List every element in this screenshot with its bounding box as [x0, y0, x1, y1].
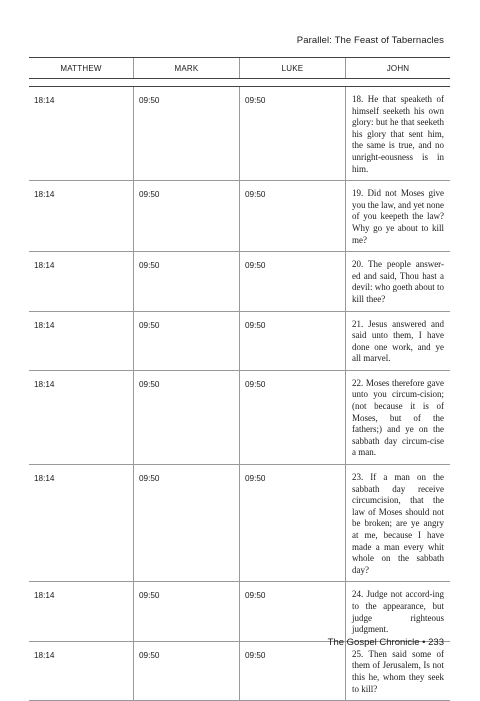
table-row: [29, 87, 450, 181]
john-cell: 19. Did not Moses give you the law, and yet none of you keepeth the law? Why go ye about to kill me?: [345, 181, 450, 251]
john-cell: 21. Jesus answered and said unto them, I have done one work, and ye all marvel.: [345, 312, 450, 370]
mark-cell: 09:50: [133, 252, 239, 310]
luke-cell: 09:50: [239, 312, 345, 370]
luke-cell: 09:50: [239, 465, 345, 581]
parallel-table: [29, 86, 450, 701]
mark-cell: 09:50: [133, 642, 239, 700]
luke-cell: 09:50: [239, 582, 345, 640]
table-row: [29, 642, 450, 701]
luke-cell: 09:50: [239, 181, 345, 251]
table-row: [29, 181, 450, 252]
john-cell: 23. If a man on the sabbath day receive circumcision, that the law of Moses should not be broken; are ye angry at me, because I have made a man every whit whole on the sabbath day?: [345, 465, 450, 581]
john-cell: 22. Moses therefore gave unto you circum-cision; (not because it is of Moses, but of the fathers;) and ye on the sabbath day circum-cise a man.: [345, 371, 450, 464]
table-row: [29, 465, 450, 582]
john-cell: 25. Then said some of them of Jerusalem, Is not this he, whom they seek to kill?: [345, 642, 450, 700]
luke-cell: 09:50: [239, 642, 345, 700]
mark-cell: 09:50: [133, 87, 239, 180]
matthew-cell: 18:14: [34, 261, 55, 271]
john-cell: 20. The people answer-ed and said, Thou hast a devil: who goeth about to kill thee?: [345, 252, 450, 310]
matthew-cell: 18:14: [34, 650, 55, 660]
table-row: [29, 371, 450, 465]
mark-cell: 09:50: [133, 582, 239, 640]
column-header-john: JOHN: [345, 58, 450, 78]
mark-cell: 09:50: [133, 181, 239, 251]
john-cell: 18. He that speaketh of himself seeketh his own glory: but he that seeketh his glory that sent him, the same is true, and no unright-eousness is in him.: [345, 87, 450, 180]
john-cell: 24. Judge not accord-ing to the appearance, but judge righteous judgment.: [345, 582, 450, 640]
column-header-row: [29, 57, 450, 79]
luke-cell: 09:50: [239, 252, 345, 310]
column-header-mark: MARK: [133, 58, 239, 78]
matthew-cell: 18:14: [34, 96, 55, 105]
luke-cell: 09:50: [239, 371, 345, 464]
matthew-cell: 18:14: [34, 474, 55, 484]
matthew-cell: 18:14: [34, 379, 55, 389]
mark-cell: 09:50: [133, 465, 239, 581]
page-footer: The Gospel Chronicle • 233: [327, 637, 444, 648]
table-row: [29, 312, 450, 371]
column-header-matthew: MATTHEW: [60, 63, 102, 73]
matthew-cell: 18:14: [34, 591, 55, 601]
running-header: Parallel: The Feast of Tabernacles: [296, 35, 444, 46]
matthew-cell: 18:14: [34, 320, 55, 330]
table-row: [29, 252, 450, 311]
column-header-luke: LUKE: [239, 58, 345, 78]
luke-cell: 09:50: [239, 87, 345, 180]
table-row: [29, 582, 450, 641]
matthew-cell: 18:14: [34, 190, 55, 200]
mark-cell: 09:50: [133, 371, 239, 464]
mark-cell: 09:50: [133, 312, 239, 370]
